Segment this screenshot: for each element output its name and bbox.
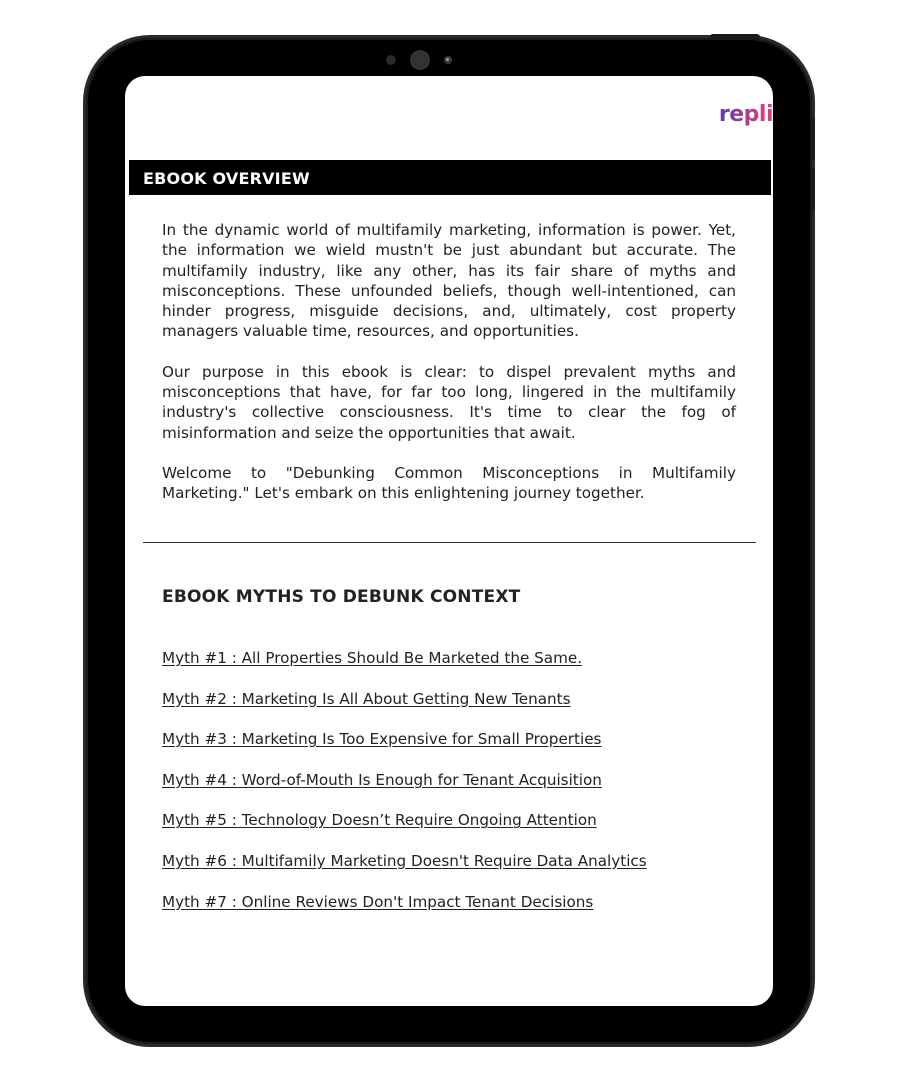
myth-1-link[interactable]: Myth #1 : All Properties Should Be Marketed the Same. [162, 649, 583, 667]
list-item [162, 771, 752, 812]
tablet-volume-down-button [810, 168, 815, 210]
tablet-top-button [710, 34, 760, 40]
list-item [162, 811, 752, 852]
list-item [162, 893, 752, 934]
myth-list [162, 649, 752, 933]
tablet-volume-up-button [810, 118, 815, 160]
overview-paragraph: Welcome to "Debunking Common Misconceptions in Multifamily Marketing." Let's embark on this enlightening journey together. [162, 463, 736, 503]
overview-paragraph: In the dynamic world of multifamily marketing, information is power. Yet, the information we wield mustn't be just abundant but accurate. The multifamily industry, like any other, has its fair share of myths and misconceptions. These unfounded beliefs, though well-intentioned, can hinder progress, misguide decisions, and, ultimately, cost property managers valuable time, resources, and opportunities. [162, 221, 736, 341]
ebook-page [125, 76, 773, 1006]
myth-5-link[interactable]: Myth #5 : Technology Doesn’t Require Ongoing Attention [162, 811, 597, 830]
overview-heading: EBOOK OVERVIEW [143, 169, 310, 188]
overview-header-bar [129, 160, 771, 195]
light-sensor-icon [444, 56, 452, 64]
myth-6-link[interactable]: Myth #6 : Multifamily Marketing Doesn't Require Data Analytics [162, 851, 647, 870]
list-item [162, 690, 752, 731]
list-item [162, 852, 752, 893]
sensor-icon [386, 55, 396, 65]
myths-heading: EBOOK MYTHS TO DEBUNK CONTEXT [162, 587, 521, 607]
list-item [162, 730, 752, 771]
myth-3-link[interactable]: Myth #3 : Marketing Is Too Expensive for Small Properties [162, 730, 602, 749]
myth-2-link[interactable]: Myth #2 : Marketing Is All About Getting New Tenants [162, 689, 571, 708]
overview-body [162, 220, 736, 524]
brand-logo: repli [718, 102, 773, 127]
myth-7-link[interactable]: Myth #7 : Online Reviews Don't Impact Tenant Decisions [162, 892, 594, 911]
overview-paragraph: Our purpose in this ebook is clear: to dispel prevalent myths and misconceptions that have, for far too long, lingered in the multifamily industry's collective consciousness. It's time to clear the fog of misinformation and seize the opportunities that await. [162, 362, 736, 442]
list-item [162, 649, 752, 690]
myth-4-link[interactable]: Myth #4 : Word-of-Mouth Is Enough for Tenant Acquisition [162, 770, 602, 789]
front-camera [386, 50, 456, 70]
section-divider [143, 542, 756, 543]
camera-lens-icon [410, 50, 430, 70]
